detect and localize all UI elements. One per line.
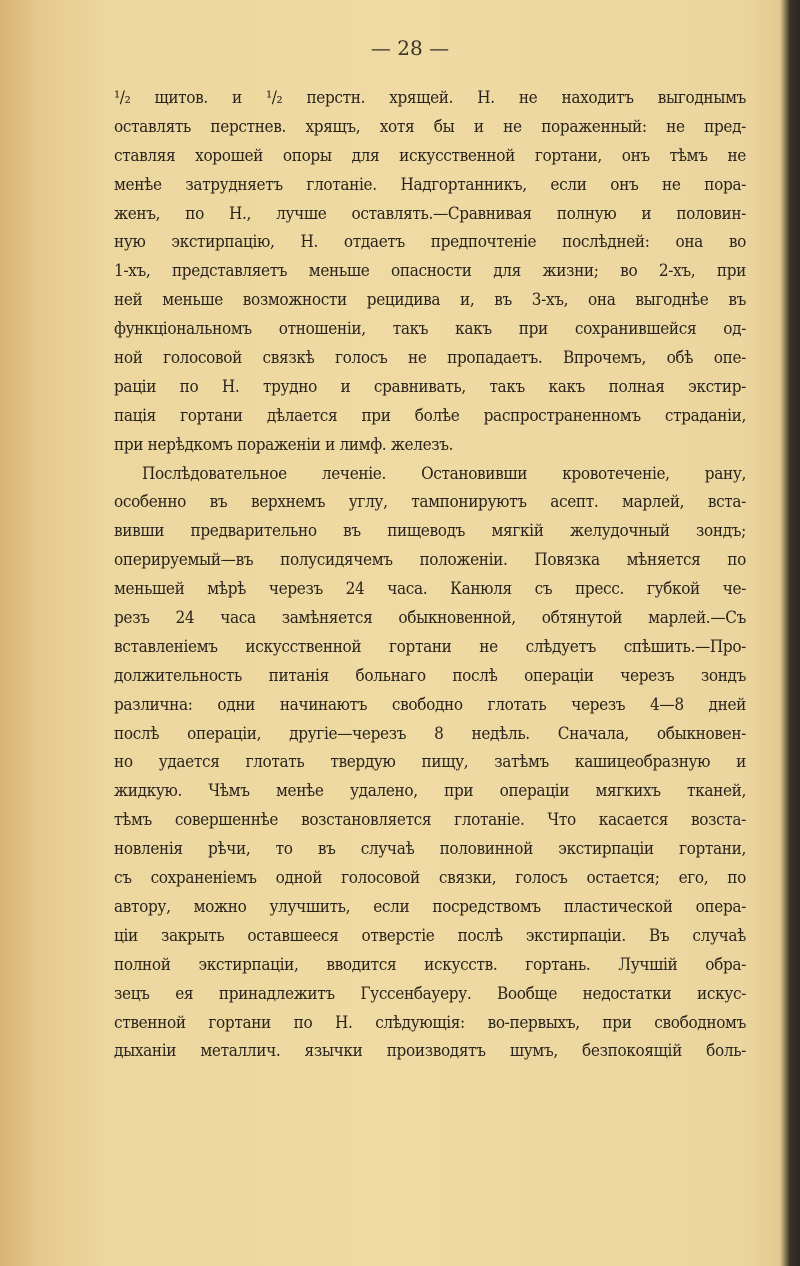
- text-line: автору, можно улучшить, если посредствомъ пластической опера-: [114, 896, 746, 917]
- text-line: 1-хъ, представляетъ меньше опасности для жизни; во 2-хъ, при: [114, 261, 746, 282]
- text-line: при нерѣдкомъ пораженіи и лимф. железъ.: [114, 434, 454, 455]
- page-number: — 28 —: [370, 36, 450, 60]
- text-line: послѣ операціи, другіе—черезъ 8 недѣль. Сначала, обыкновен-: [114, 723, 746, 744]
- page-body: [114, 84, 746, 1066]
- text-line: раціи по Н. трудно и сравнивать, такъ какъ полная экстир-: [114, 376, 746, 397]
- text-line: дыханіи металлич. язычки производятъ шумъ, безпокоящій боль-: [114, 1041, 746, 1062]
- text-line: меньшей мѣрѣ черезъ 24 часа. Канюля съ пресс. губкой че-: [114, 579, 746, 600]
- text-line: ней меньше возможности рецидива и, въ 3-хъ, она выгоднѣе въ: [114, 290, 746, 311]
- text-line: оставлять перстнев. хрящъ, хотя бы и не пораженный: не пред-: [114, 116, 746, 137]
- text-line: вивши предварительно въ пищеводъ мягкій желудочный зондъ;: [114, 521, 746, 542]
- text-line: ставляя хорошей опоры для искусственной гортани, онъ тѣмъ не: [114, 145, 746, 166]
- text-line: оперируемый—въ полусидячемъ положеніи. Повязка мѣняется по: [114, 550, 746, 571]
- text-line: зецъ ея принадлежитъ Гуссенбауеру. Вообще недостатки искус-: [114, 983, 746, 1004]
- text-line: функціональномъ отношеніи, такъ какъ при сохранившейся од-: [114, 319, 746, 340]
- text-line: менѣе затрудняетъ глотаніе. Надгортанникъ, если онъ не пора-: [114, 174, 746, 195]
- text-line: различна: одни начинаютъ свободно глотать черезъ 4—8 дней: [114, 694, 746, 715]
- text-line: пація гортани дѣлается при болѣе распространенномъ страданіи,: [114, 405, 746, 426]
- text-line: вставленіемъ искусственной гортани не слѣдуетъ спѣшить.—Про-: [114, 636, 746, 657]
- text-line: Послѣдовательное леченіе. Остановивши кровотеченіе, рану,: [142, 463, 746, 484]
- text-line: должительность питанія больнаго послѣ операціи черезъ зондъ: [114, 665, 746, 686]
- text-line: ную экстирпацію, Н. отдаетъ предпочтеніе послѣдней: она во: [114, 232, 746, 253]
- text-line: ной голосовой связкѣ голосъ не пропадаетъ. Впрочемъ, обѣ опе-: [114, 348, 746, 369]
- text-line: ственной гортани по Н. слѣдующія: во-первыхъ, при свободномъ: [114, 1012, 746, 1033]
- paragraph: [114, 84, 746, 460]
- text-line: съ сохраненіемъ одной голосовой связки, голосъ остается; его, по: [114, 868, 746, 889]
- text-line: женъ, по Н., лучше оставлять.—Сравнивая полную и половин-: [114, 203, 746, 224]
- text-line: резъ 24 часа замѣняется обыкновенной, обтянутой марлей.—Съ: [114, 608, 746, 629]
- paragraph: [114, 460, 746, 1067]
- text-line: новленія рѣчи, то въ случаѣ половинной экстирпаціи гортани,: [114, 839, 746, 860]
- text-line: полной экстирпаціи, вводится искусств. гортань. Лучшій обра-: [114, 954, 746, 975]
- text-line: ¹/₂ щитов. и ¹/₂ перстн. хрящей. Н. не находитъ выгоднымъ: [114, 88, 746, 108]
- text-line: особенно въ верхнемъ углу, тампонируютъ асепт. марлей, вста-: [114, 492, 746, 513]
- text-line: но удается глотать твердую пищу, затѣмъ кашицеобразную и: [114, 752, 746, 773]
- text-line: жидкую. Чѣмъ менѣе удалено, при операціи мягкихъ тканей,: [114, 781, 746, 802]
- text-line: тѣмъ совершеннѣе возстановляется глотаніе. Что касается возста-: [114, 810, 746, 831]
- text-line: ціи закрыть оставшееся отверстіе послѣ экстирпаціи. Въ случаѣ: [114, 925, 746, 946]
